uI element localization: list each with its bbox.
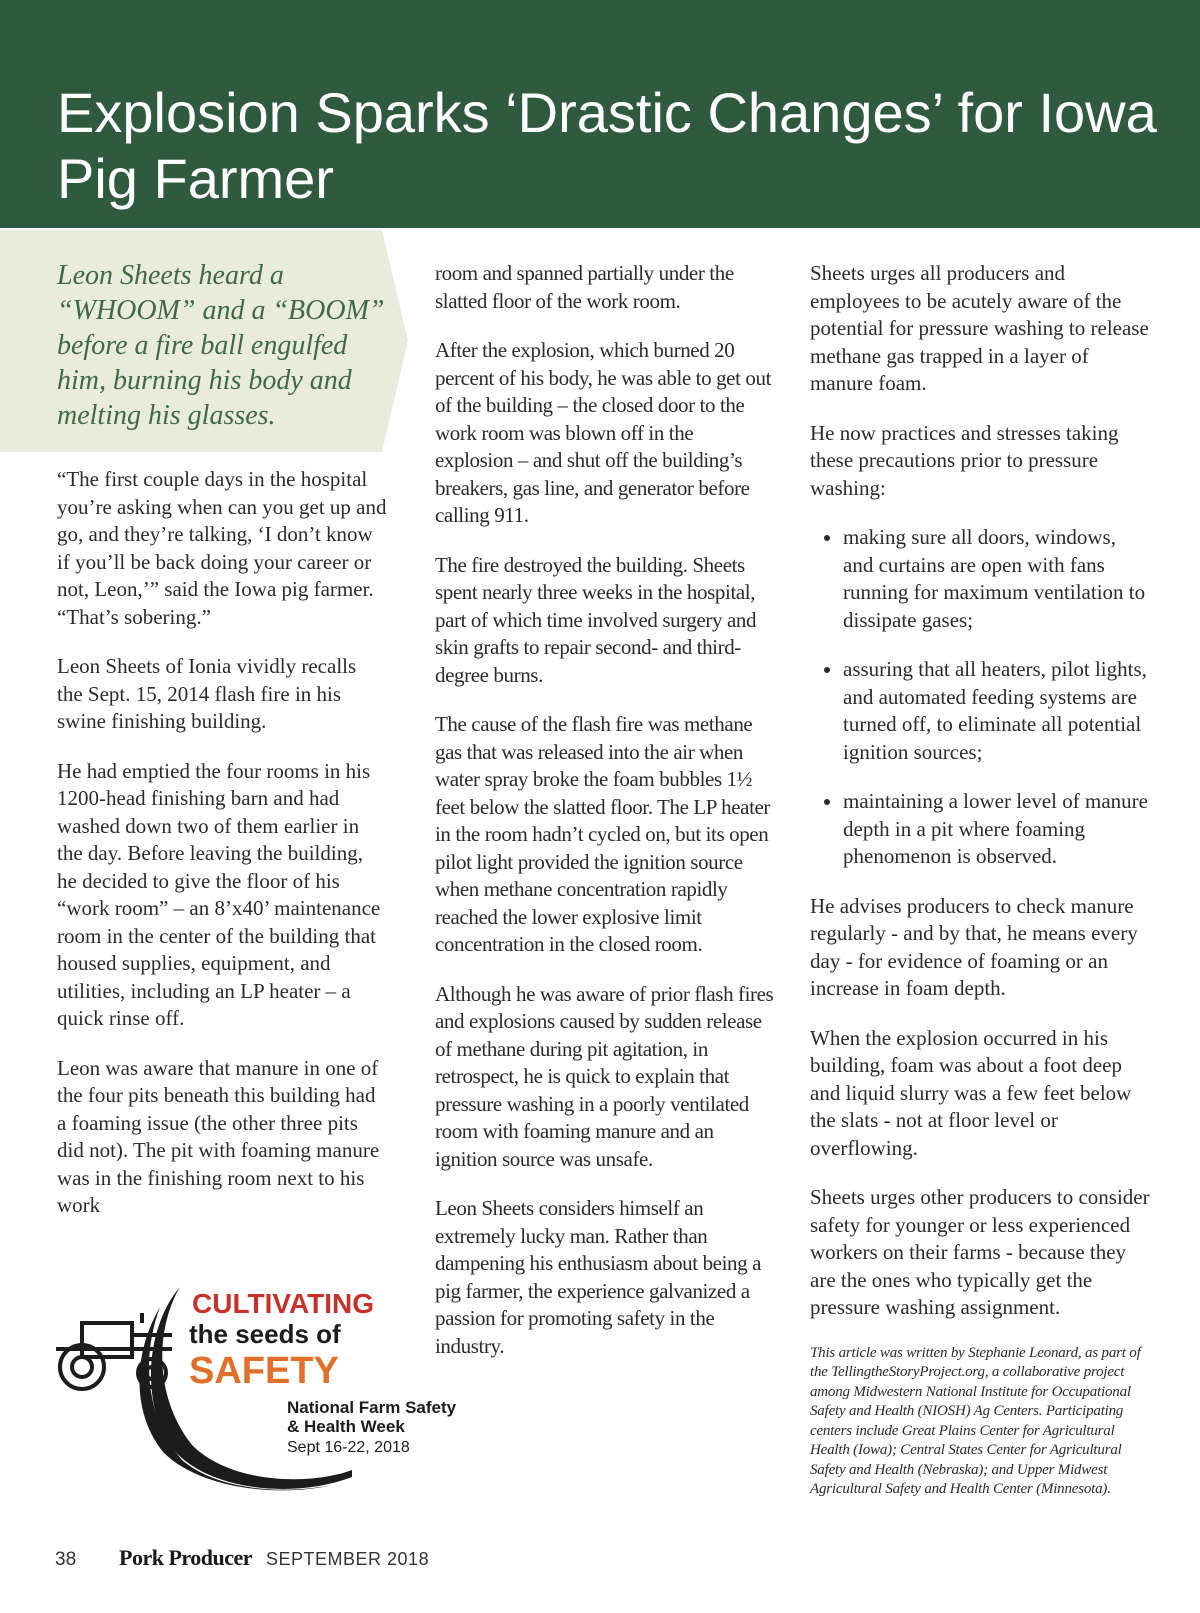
tractor-icon [56,1313,172,1389]
paragraph: The cause of the flash fire was methane gas that was released into the air when water spray broke the foam bubbles 1½ feet below the slatted floor. The LP heater in the room hadn’t cycled on, but its open pilot light provided the ignition source when methane concentration rapidly reached the lower explosive limit concentration in the closed room. [435,712,771,956]
column-2 [435,260,775,1382]
event-name-line2: & Health Week [287,1417,405,1436]
paragraph: Leon Sheets considers himself an extremely lucky man. Rather than dampening his enthusiasm about being a pig farmer, the experience galvanized a passion for promoting safety in the industry. [435,1196,761,1358]
precautions-list [810,524,1150,871]
issue-date: SEPTEMBER 2018 [266,1549,430,1569]
column-1 [57,466,387,1242]
paragraph: After the explosion, which burned 20 percent of his body, he was able to get out of the building – the closed door to the work room was blown off in the explosion – and shut off the building’s breakers, gas line, and generator before calling 911. [435,338,772,527]
list-item: • making sure all doors, windows, and curtains are open with fans running for maximum ventilation to dissipate gases; [843,524,1150,634]
paragraph: When the explosion occurred in his building, foam was about a foot deep and liquid slurry was a few feet below the slats - not at floor level or overflowing. [810,1025,1132,1160]
logo-text-safety: SAFETY [189,1350,339,1392]
paragraph: He had emptied the four rooms in his 1200-head finishing barn and had washed down two of them earlier in the day. Before leaving the building, he decided to give the floor of his “work room” – an 8’x40’ maintenance room in the center of the building that housed supplies, equipment, and utilities, including an LP heater – a quick rinse off. [57,758,381,1030]
article-title: Explosion Sparks ‘Drastic Changes’ for Iowa Pig Farmer [57,81,1157,210]
paragraph: He advises producers to check manure regularly - and by that, he means every day - for evidence of foaming or an increase in foam depth. [810,893,1138,1000]
paragraph: Sheets urges all producers and employees to be acutely aware of the potential for pressure washing to release methane gas trapped in a layer of manure foam. [810,261,1149,395]
paragraph: Sheets urges other producers to consider safety for younger or less experienced workers on their farms - because they are the ones who typically get the pressure washing assignment. [810,1185,1150,1319]
paragraph: room and spanned partially under the slatted floor of the work room. [435,261,734,313]
logo-text-seeds: the seeds of [189,1319,341,1349]
page-number: 38 [55,1549,77,1570]
page-footer [55,1545,429,1575]
paragraph: “The first couple days in the hospital you’re asking when can you get up and go, and they’re talking, ‘I don’t know if you’ll be back doing your career or not, Leon,’” said the Iowa pig farmer. “That’s sobering.” [57,467,387,629]
article-credit: This article was written by Stephanie Leonard, as part of the TellingtheStoryProject.org, a collaborative project among Midwestern National Institute for Occupational Safety and Health (NIOSH) Ag Centers. Participating centers include Great Plains Center for Agricultural Health (Iowa); Central States Center for Agricultural Safety and Health (Nebraska); and Upper Midwest Agricultural Safety and Health Center (Minnesota). [810,1344,1141,1497]
logo-graphic [52,1285,492,1495]
paragraph: Although he was aware of prior flash fires and explosions caused by sudden release of methane during pit agitation, in retrospect, he is quick to explain that pressure washing in a poorly ventilated room with foaming manure and an ignition source was unsafe. [435,981,774,1171]
safety-week-logo [52,1285,492,1495]
event-dates: Sept 16-22, 2018 [287,1439,410,1456]
publication-logo: Pork Producer [119,1545,253,1570]
paragraph: He now practices and stresses taking these precautions prior to pressure washing: [810,420,1119,500]
pull-quote: Leon Sheets heard a “WHOOM” and a “BOOM” before a fire ball engulfed him, burning his body and melting his glasses. [57,260,385,431]
logo-text-cultivating: CULTIVATING [192,1288,374,1319]
event-name-line1: National Farm Safety [287,1398,457,1417]
paragraph: The fire destroyed the building. Sheets spent nearly three weeks in the hospital, part of which time involved surgery and skin grafts to repair second- and third-degree burns. [435,552,757,687]
list-item: • maintaining a lower level of manure depth in a pit where foaming phenomenon is observed. [843,788,1150,871]
column-3 [810,260,1150,1522]
list-item: • assuring that all heaters, pilot lights, and automated feeding systems are turned off, to eliminate all potential ignition sources; [843,656,1150,766]
paragraph: Leon Sheets of Ionia vividly recalls the Sept. 15, 2014 flash fire in his swine finishing building. [57,654,357,733]
paragraph: Leon was aware that manure in one of the four pits beneath this building had a foaming issue (the other three pits did not). The pit with foaming manure was in the finishing room next to his work [57,1055,380,1217]
